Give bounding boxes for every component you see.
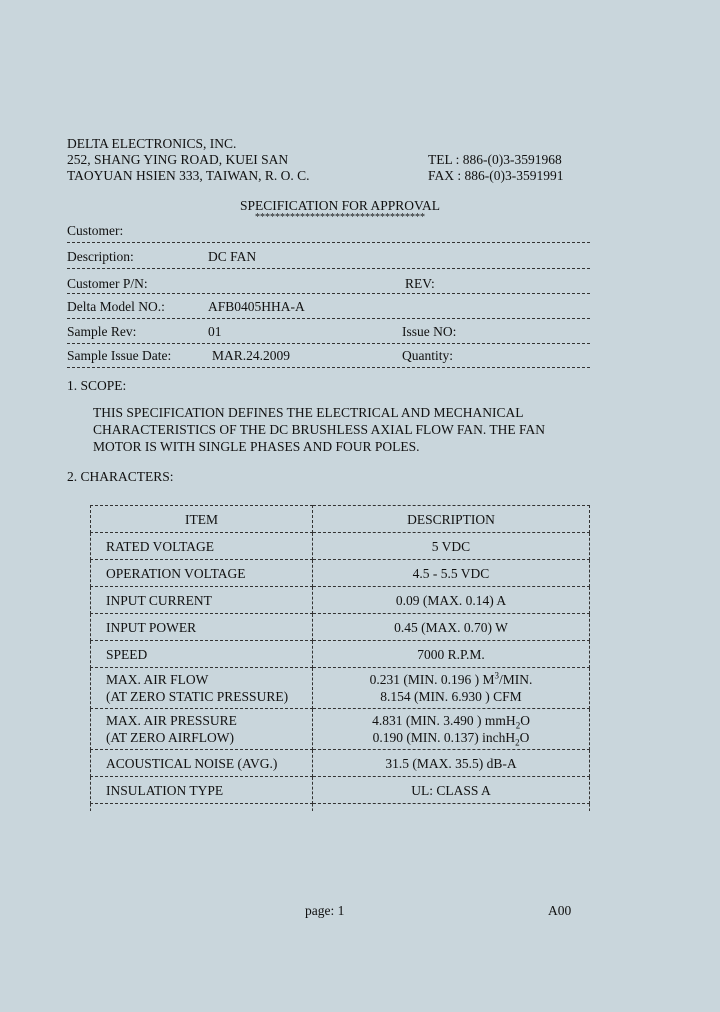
- address-line-2: TAOYUAN HSIEN 333, TAIWAN, R. O. C.: [67, 168, 310, 183]
- address-line-1: 252, SHANG YING ROAD, KUEI SAN: [67, 152, 289, 167]
- table-row: [91, 777, 590, 804]
- description-value: DC FAN: [208, 249, 257, 264]
- table-row: [91, 750, 590, 777]
- page-number: page: 1: [305, 903, 345, 918]
- pressure-desc-line-2: [319, 729, 583, 746]
- table-row-pressure: [91, 709, 590, 750]
- pressure-desc-line-1: [319, 712, 583, 729]
- row-desc: 4.5 - 5.5 VDC: [313, 560, 590, 587]
- customer-label: Customer:: [67, 223, 124, 238]
- divider: [67, 293, 590, 294]
- row-item: INPUT POWER: [91, 614, 313, 641]
- unit: O: [520, 713, 530, 728]
- pressure-item-line-1: MAX. AIR PRESSURE: [106, 713, 237, 728]
- table-header-row: [91, 506, 590, 533]
- divider: [67, 242, 590, 243]
- pressure-desc: [313, 709, 590, 750]
- airflow-item-line-1: MAX. AIR FLOW: [106, 672, 209, 687]
- table-row-airflow: [91, 668, 590, 709]
- fax-number: FAX : 886-(0)3-3591991: [428, 168, 564, 183]
- airflow-desc: [313, 668, 590, 709]
- row-desc: 0.09 (MAX. 0.14) A: [313, 587, 590, 614]
- pressure-mm-value: 4.831 (MIN. 3.490 ) mmH: [372, 713, 516, 728]
- pressure-item-line-2: (AT ZERO AIRFLOW): [106, 730, 234, 745]
- quantity-label: Quantity:: [402, 348, 453, 363]
- model-value: AFB0405HHA-A: [208, 299, 305, 314]
- superscript: 3: [494, 670, 499, 681]
- row-desc: 7000 R.P.M.: [313, 641, 590, 668]
- row-item: INSULATION TYPE: [91, 777, 313, 804]
- row-item: OPERATION VOLTAGE: [91, 560, 313, 587]
- row-item: ACOUSTICAL NOISE (AVG.): [91, 750, 313, 777]
- table-row: [91, 641, 590, 668]
- row-item: INPUT CURRENT: [91, 587, 313, 614]
- divider: [67, 318, 590, 319]
- table-row: [91, 533, 590, 560]
- row-desc: UL: CLASS A: [313, 777, 590, 804]
- row-item: SPEED: [91, 641, 313, 668]
- airflow-item-line-2: (AT ZERO STATIC PRESSURE): [106, 689, 289, 704]
- document-title: SPECIFICATION FOR APPROVAL: [239, 198, 441, 213]
- airflow-desc-line-2: 8.154 (MIN. 6.930 ) CFM: [380, 689, 522, 704]
- subscript: 2: [515, 720, 521, 731]
- description-label: Description:: [67, 249, 134, 264]
- row-desc: 31.5 (MAX. 35.5) dB-A: [313, 750, 590, 777]
- scope-heading: 1. SCOPE:: [67, 378, 127, 393]
- table-continuation: [91, 804, 590, 812]
- sample-rev-value: 01: [208, 324, 222, 339]
- sample-rev-label: Sample Rev:: [67, 324, 137, 339]
- scope-line-1: THIS SPECIFICATION DEFINES THE ELECTRICAL AND MECHANICAL: [93, 405, 524, 420]
- model-label: Delta Model NO.:: [67, 299, 165, 314]
- airflow-desc-line-1: [319, 671, 583, 688]
- sample-date-label: Sample Issue Date:: [67, 348, 172, 363]
- divider: [67, 268, 590, 269]
- divider: [67, 343, 590, 344]
- tel-number: TEL : 886-(0)3-3591968: [428, 152, 562, 167]
- pressure-inch-value: 0.190 (MIN. 0.137) inchH: [372, 730, 516, 745]
- title-underline-stars: **********************************: [255, 212, 425, 223]
- col-item-header: ITEM: [91, 506, 313, 533]
- characters-heading: 2. CHARACTERS:: [67, 469, 174, 484]
- pressure-item: [91, 709, 313, 750]
- row-desc: 5 VDC: [313, 533, 590, 560]
- scope-line-3: MOTOR IS WITH SINGLE PHASES AND FOUR POLES.: [93, 439, 420, 454]
- unit: /MIN.: [499, 672, 533, 687]
- table-row: [91, 587, 590, 614]
- row-desc: 0.45 (MAX. 0.70) W: [313, 614, 590, 641]
- characters-table: [90, 505, 590, 811]
- rev-label: REV:: [405, 276, 435, 291]
- airflow-item: [91, 668, 313, 709]
- divider: [67, 367, 590, 368]
- scope-line-2: CHARACTERISTICS OF THE DC BRUSHLESS AXIAL FLOW FAN. THE FAN: [93, 422, 546, 437]
- row-item: RATED VOLTAGE: [91, 533, 313, 560]
- issue-no-label: Issue NO:: [402, 324, 457, 339]
- airflow-m3-value: 0.231 (MIN. 0.196 ) M: [369, 672, 495, 687]
- table-row: [91, 614, 590, 641]
- revision-code: A00: [548, 903, 572, 918]
- table-row: [91, 560, 590, 587]
- unit: O: [519, 730, 530, 745]
- continuation-cell: [313, 804, 590, 812]
- sample-date-value: MAR.24.2009: [212, 348, 291, 363]
- company-name: DELTA ELECTRONICS, INC.: [67, 136, 237, 151]
- subscript: 2: [515, 737, 520, 748]
- continuation-cell: [91, 804, 313, 812]
- customer-pn-label: Customer P/N:: [67, 276, 148, 291]
- col-description-header: DESCRIPTION: [313, 506, 590, 533]
